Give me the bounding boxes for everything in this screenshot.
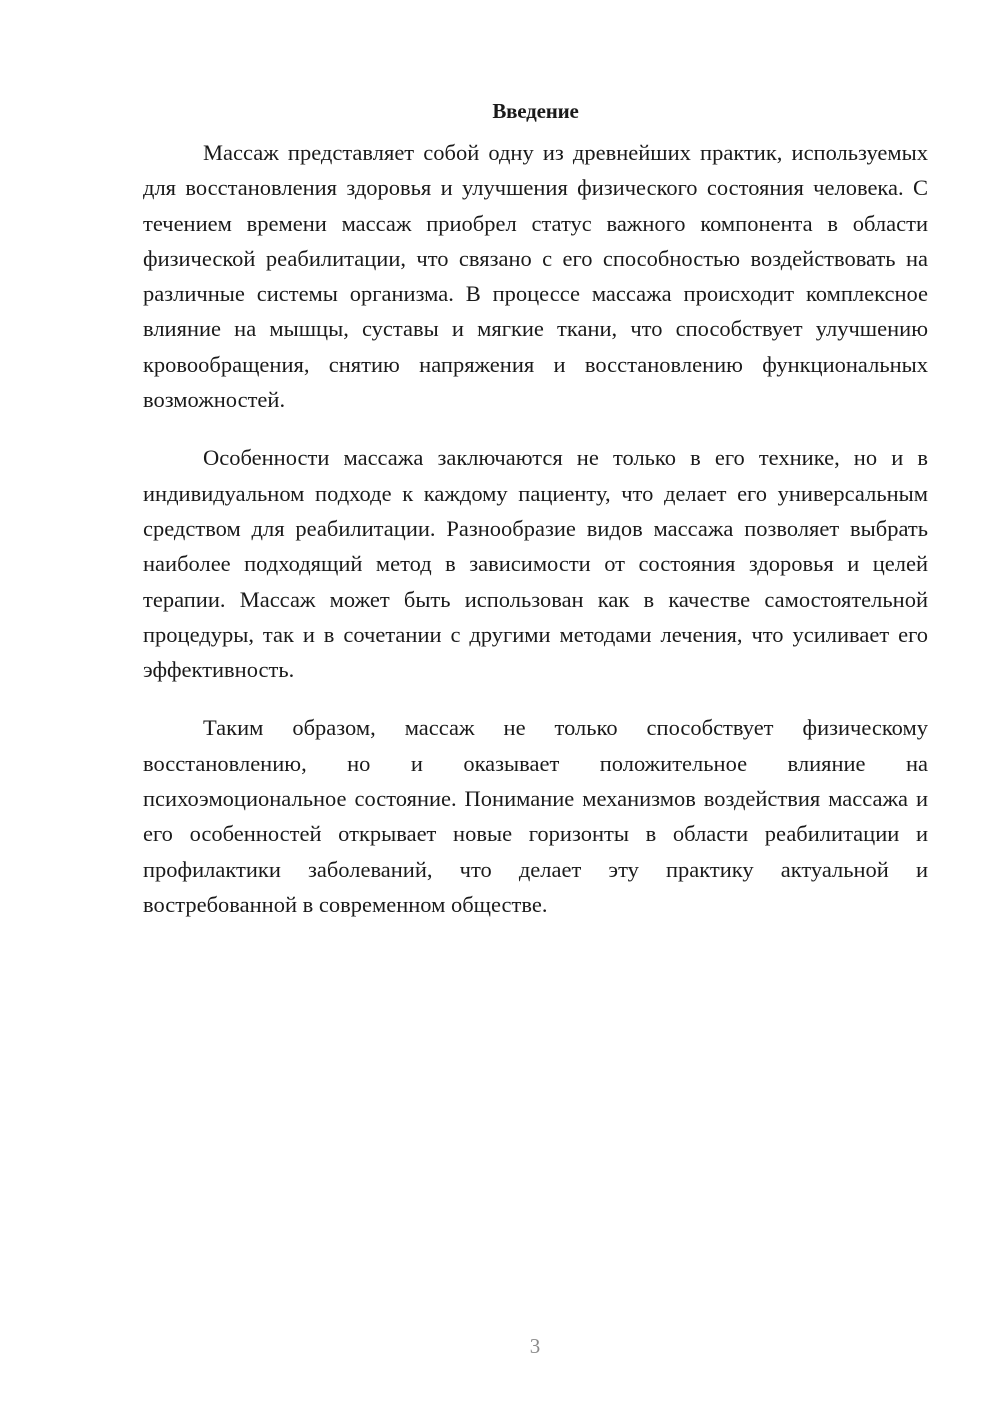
page-number: 3 xyxy=(529,1334,541,1358)
paragraph-3: Таким образом, массаж не только способствует физическому восстановлению, но и оказывает положительное влияние на психоэмоциональное состояние. Понимание механизмов воздействия массажа и его особенностей открывает новые горизонты в области реабилитации и профилактики заболеваний, что делает эту практику актуальной и востребованной в современном обществе. xyxy=(143,715,928,917)
section-heading: Введение xyxy=(492,99,579,123)
page-content xyxy=(143,95,928,945)
paragraph-2: Особенности массажа заключаются не только в его технике, но и в индивидуальном подходе к каждому пациенту, что делает его универсальным средством для реабилитации. Разнообразие видов массажа позволяет выбрать наиболее подходящий метод в зависимости от состояния здоровья и целей терапии. Массаж может быть использован как в качестве самостоятельной процедуры, так и в сочетании с другими методами лечения, что усиливает его эффективность. xyxy=(143,445,928,683)
paragraph-1: Массаж представляет собой одну из древнейших практик, используемых для восстановления здоровья и улучшения физического состояния человека. С течением времени массаж приобрел статус важного компонента в области физической реабилитации, что связано с его способностью воздействовать на различные системы организма. В процессе массажа происходит комплексное влияние на мышцы, суставы и мягкие ткани, что способствует улучшению кровообращения, снятию напряжения и восстановлению функциональных возможностей. xyxy=(143,140,928,413)
